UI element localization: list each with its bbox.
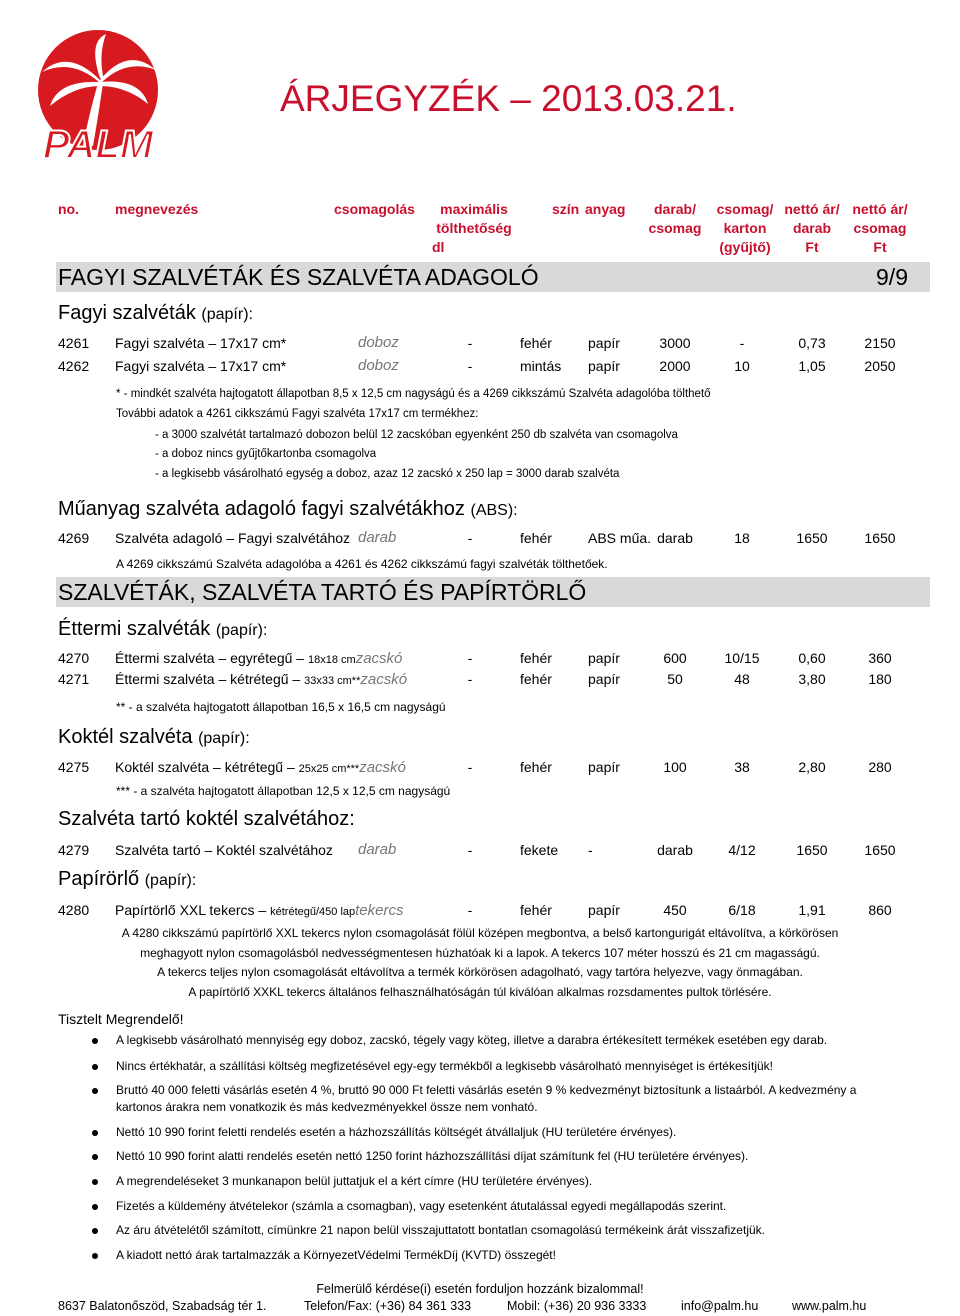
footer-phone: Telefon/Fax: (+36) 84 361 333 [304,1299,472,1313]
footer-question: Felmerülő kérdése(i) esetén forduljon hozzánk bizalommal! [316,1282,644,1296]
cell-fill: - [467,650,473,666]
cell-net1: 1650 [796,842,828,858]
bullet-icon [92,1228,98,1234]
cell-no: 4261 [58,335,90,351]
table-row [0,840,960,860]
table-row [0,356,960,376]
bullet-icon [92,1154,98,1160]
cell-net1: 3,80 [798,671,826,687]
subheading-muanyag-adagolo: Műanyag szalvéta adagoló fagyi szalvétákhoz (ABS): [58,498,518,520]
cell-mat: papír [588,759,620,775]
note-line: A tekercs teljes nylon csomagolását eltávolítva a termék körkörösen adagolható, vagy tartóra helyezve, vagy önmagában. [157,965,803,979]
table-row [0,900,960,920]
cell-carton: 10/15 [724,650,760,666]
page-number: 9/9 [876,264,908,290]
cell-name: Éttermi szalvéta – kétrétegű – 33x33 cm**zacskó [115,671,408,688]
subheading-fagyi-szalvetak: Fagyi szalvéták (papír): [58,302,253,324]
cell-name: Koktél szalvéta – kétrétegű – 25x25 cm***zacskó [115,759,406,776]
cell-color: fehér [520,902,552,918]
list-item: kartonos árakra nem vonatkozik és más kedvezményekkel össze nem vonható. [116,1100,538,1114]
cell-pack: darab [358,841,397,858]
greeting: Tisztelt Megrendelő! [58,1011,184,1027]
note-line: * - mindkét szalvéta hajtogatott állapotban 8,5 x 12,5 cm nagyságú és a 4269 cikkszámú Szalvéta adagolóba tölthető [116,388,711,400]
bullet-icon [92,1179,98,1185]
cell-pcs: 50 [667,671,683,687]
cell-pcs: 3000 [659,335,691,351]
table-row [0,528,960,548]
cell-fill: - [467,530,473,546]
cell-pack: darab [358,529,397,546]
list-item: Nincs értékhatár, a szállítási költség megfizetésével egy-egy termékből a legkisebb vásárolható mennyiséget is értékesítjük! [116,1059,773,1073]
cell-net2: 1650 [864,530,896,546]
table-row [0,333,960,353]
subheading-koktel: Koktél szalvéta (papír): [58,726,250,748]
col-no: no. [58,201,79,217]
table-row [0,757,960,777]
list-item: Nettó 10 990 forint alatti rendelés esetén nettó 1250 forint házhozszállítási díjat számítunk fel (HU területére érvényes). [116,1149,749,1163]
cell-color: fekete [520,842,559,858]
note-line: A 4269 cikkszámú Szalvéta adagolóba a 4261 és 4262 cikkszámú fagyi szalvéták tölthetőek. [116,557,608,571]
cell-name: Szalvéta adagoló – Fagyi szalvétához [115,530,351,546]
cell-color: fehér [520,650,552,666]
subheading-papirtorlo: Papírörlő (papír): [58,868,197,890]
cell-color: mintás [520,358,562,374]
cell-net2: 2150 [864,335,896,351]
palm-logo [28,28,168,173]
cell-no: 4271 [58,671,90,687]
cell-name: Éttermi szalvéta – egyrétegű – 18x18 cmzacskó [115,650,403,667]
cell-pack: doboz [358,357,399,374]
cell-no: 4280 [58,902,90,918]
cell-carton: - [739,335,745,351]
table-row [0,669,960,689]
section-band-fagyi [56,262,930,292]
cell-mat: papír [588,650,620,666]
col-material: anyag [585,201,626,217]
cell-pcs: darab [657,842,693,858]
cell-mat: - [588,842,593,858]
list-item: Nettó 10 990 forint feletti rendelés esetén a házhozszállítás költségét átvállaljuk (HU területére érvényes). [116,1125,677,1139]
footer-web[interactable]: www.palm.hu [792,1299,867,1313]
cell-name: Fagyi szalvéta – 17x17 cm* [115,335,287,351]
cell-net1: 2,80 [798,759,826,775]
cell-carton: 18 [734,530,750,546]
list-item: Bruttó 40 000 feletti vásárlás esetén 4 %, bruttó 90 000 Ft feletti vásárlás esetén 9 % kedvezményt biztosítunk a listaárból. A kedvezmény a [116,1083,857,1097]
logo-text: PALM [42,123,154,167]
cell-net2: 180 [868,671,892,687]
cell-no: 4275 [58,759,90,775]
cell-carton: 48 [734,671,750,687]
col-max-fill: maximális tölthetőség dl [432,201,512,255]
cell-name: Szalvéta tartó – Koktél szalvétához [115,842,333,858]
cell-net2: 860 [868,902,892,918]
cell-net1: 0,73 [798,335,826,351]
cell-pcs: 450 [663,902,687,918]
note-line: További adatok a 4261 cikkszámú Fagyi szalvéta 17x17 cm termékhez: [116,408,479,420]
note-line: A 4280 cikkszámú papírtörlő XXL tekercs nylon csomagolását fölül középen megbontva, a belső kartongurigát eltávolítva, a körkörösen [121,926,839,940]
cell-fill: - [467,759,473,775]
section-title: SZALVÉTÁK, SZALVÉTA TARTÓ ÉS PAPÍRTÖRLŐ [58,579,587,605]
cell-fill: - [467,671,473,687]
cell-pack: doboz [358,334,399,351]
cell-color: fehér [520,335,552,351]
subheading-ettermi: Éttermi szalvéták (papír): [58,618,268,640]
cell-pcs: darab [657,530,693,546]
cell-net1: 1,91 [798,902,826,918]
col-pack-carton: csomag/ karton (gyűjtő) [716,201,774,255]
table-row [0,648,960,668]
cell-net2: 280 [868,759,892,775]
cell-net1: 1,05 [798,358,826,374]
cell-color: fehér [520,530,552,546]
note-line: *** - a szalvéta hajtogatott állapotban 12,5 x 12,5 cm nagyságú [116,784,451,798]
cell-name: Fagyi szalvéta – 17x17 cm* [115,358,287,374]
list-item: A megrendeléseket 3 munkanapon belül juttatjuk el a kért címre (HU területére érvényes). [116,1174,593,1188]
bullet-icon [92,1088,98,1094]
cell-fill: - [467,335,473,351]
subheading-szalveta-tarto: Szalvéta tartó koktél szalvétához: [58,808,355,830]
col-name: megnevezés [115,201,199,217]
list-item: Az áru átvételétől számított, címünkre 21 napon belül visszajuttatott bontatlan csomagolású termékeink árát visszafizetjük. [116,1223,765,1237]
cell-no: 4279 [58,842,90,858]
footer-mobile: Mobil: (+36) 20 936 3333 [507,1299,647,1313]
cell-fill: - [467,358,473,374]
bullet-icon [92,1038,98,1044]
cell-no: 4262 [58,358,90,374]
bullet-icon [92,1064,98,1070]
cell-carton: 6/18 [728,902,756,918]
col-pcs-pack: darab/ csomag [648,201,702,236]
note-line: - a 3000 szalvétát tartalmazó dobozon belül 12 zacskóban egyenként 250 db szalvéta van csomagolva [155,429,678,441]
cell-net2: 360 [868,650,892,666]
cell-net1: 0,60 [798,650,826,666]
cell-color: fehér [520,671,552,687]
note-line: A papírtörlő XXKL tekercs általános felhasználhatóságán túl kiválóan alkalmas rozsdamentes pultok törlésére. [188,985,772,999]
cell-carton: 38 [734,759,750,775]
col-packaging: csomagolás [334,201,415,217]
cell-pcs: 2000 [659,358,691,374]
cell-net2: 1650 [864,842,896,858]
col-color: szín [552,201,580,217]
cell-name: Papírtörlő XXL tekercs – kétrétegű/450 laptekercs [115,902,404,919]
bullet-icon [92,1130,98,1136]
section-band-szalvetak [56,577,930,607]
cell-no: 4269 [58,530,90,546]
cell-net1: 1650 [796,530,828,546]
cell-carton: 4/12 [728,842,756,858]
cell-fill: - [467,902,473,918]
cell-pcs: 600 [663,650,687,666]
note-line: meghagyott nylon csomagolásból nedvességmentesen húzhatóak ki a lapok. A tekercs 107 méter hosszú és 21 cm magasságú. [140,946,820,960]
list-item: A kiadott nettó árak tartalmazzák a KörnyezetVédelmi TermékDíj (KVTD) összegét! [116,1248,556,1262]
cell-carton: 10 [734,358,750,374]
cell-mat: papír [588,902,620,918]
cell-no: 4270 [58,650,90,666]
footer-email[interactable]: info@palm.hu [681,1299,759,1313]
page-title: ÁRJEGYZÉK – 2013.03.21. [280,78,737,119]
section-title: FAGYI SZALVÉTÁK ÉS SZALVÉTA ADAGOLÓ [58,264,539,290]
cell-mat: ABS műa. [588,530,652,546]
cell-net2: 2050 [864,358,896,374]
cell-mat: papír [588,671,620,687]
note-line: - a doboz nincs gyűjtőkartonba csomagolva [155,448,377,460]
list-item: Fizetés a küldemény átvételekor (számla a csomagban), vagy esetenként átutalással egyedi megállapodás szerint. [116,1199,727,1213]
col-net-pcs: nettó ár/ darab Ft [784,201,840,255]
cell-pcs: 100 [663,759,687,775]
footer-address: 8637 Balatonőszöd, Szabadság tér 1. [58,1299,267,1313]
cell-mat: papír [588,358,620,374]
bullet-icon [92,1253,98,1259]
col-net-pack: nettó ár/ csomag Ft [852,201,908,255]
cell-color: fehér [520,759,552,775]
bullet-icon [92,1204,98,1210]
list-item: A legkisebb vásárolható mennyiség egy doboz, zacskó, tégely vagy köteg, illetve a darabra értékesített termékek esetében egy darab. [116,1033,828,1047]
cell-mat: papír [588,335,620,351]
note-line: ** - a szalvéta hajtogatott állapotban 16,5 x 16,5 cm nagyságú [116,700,446,714]
note-line: - a legkisebb vásárolható egység a doboz, azaz 12 zacskó x 250 lap = 3000 darab szalvéta [155,468,620,480]
cell-fill: - [467,842,473,858]
